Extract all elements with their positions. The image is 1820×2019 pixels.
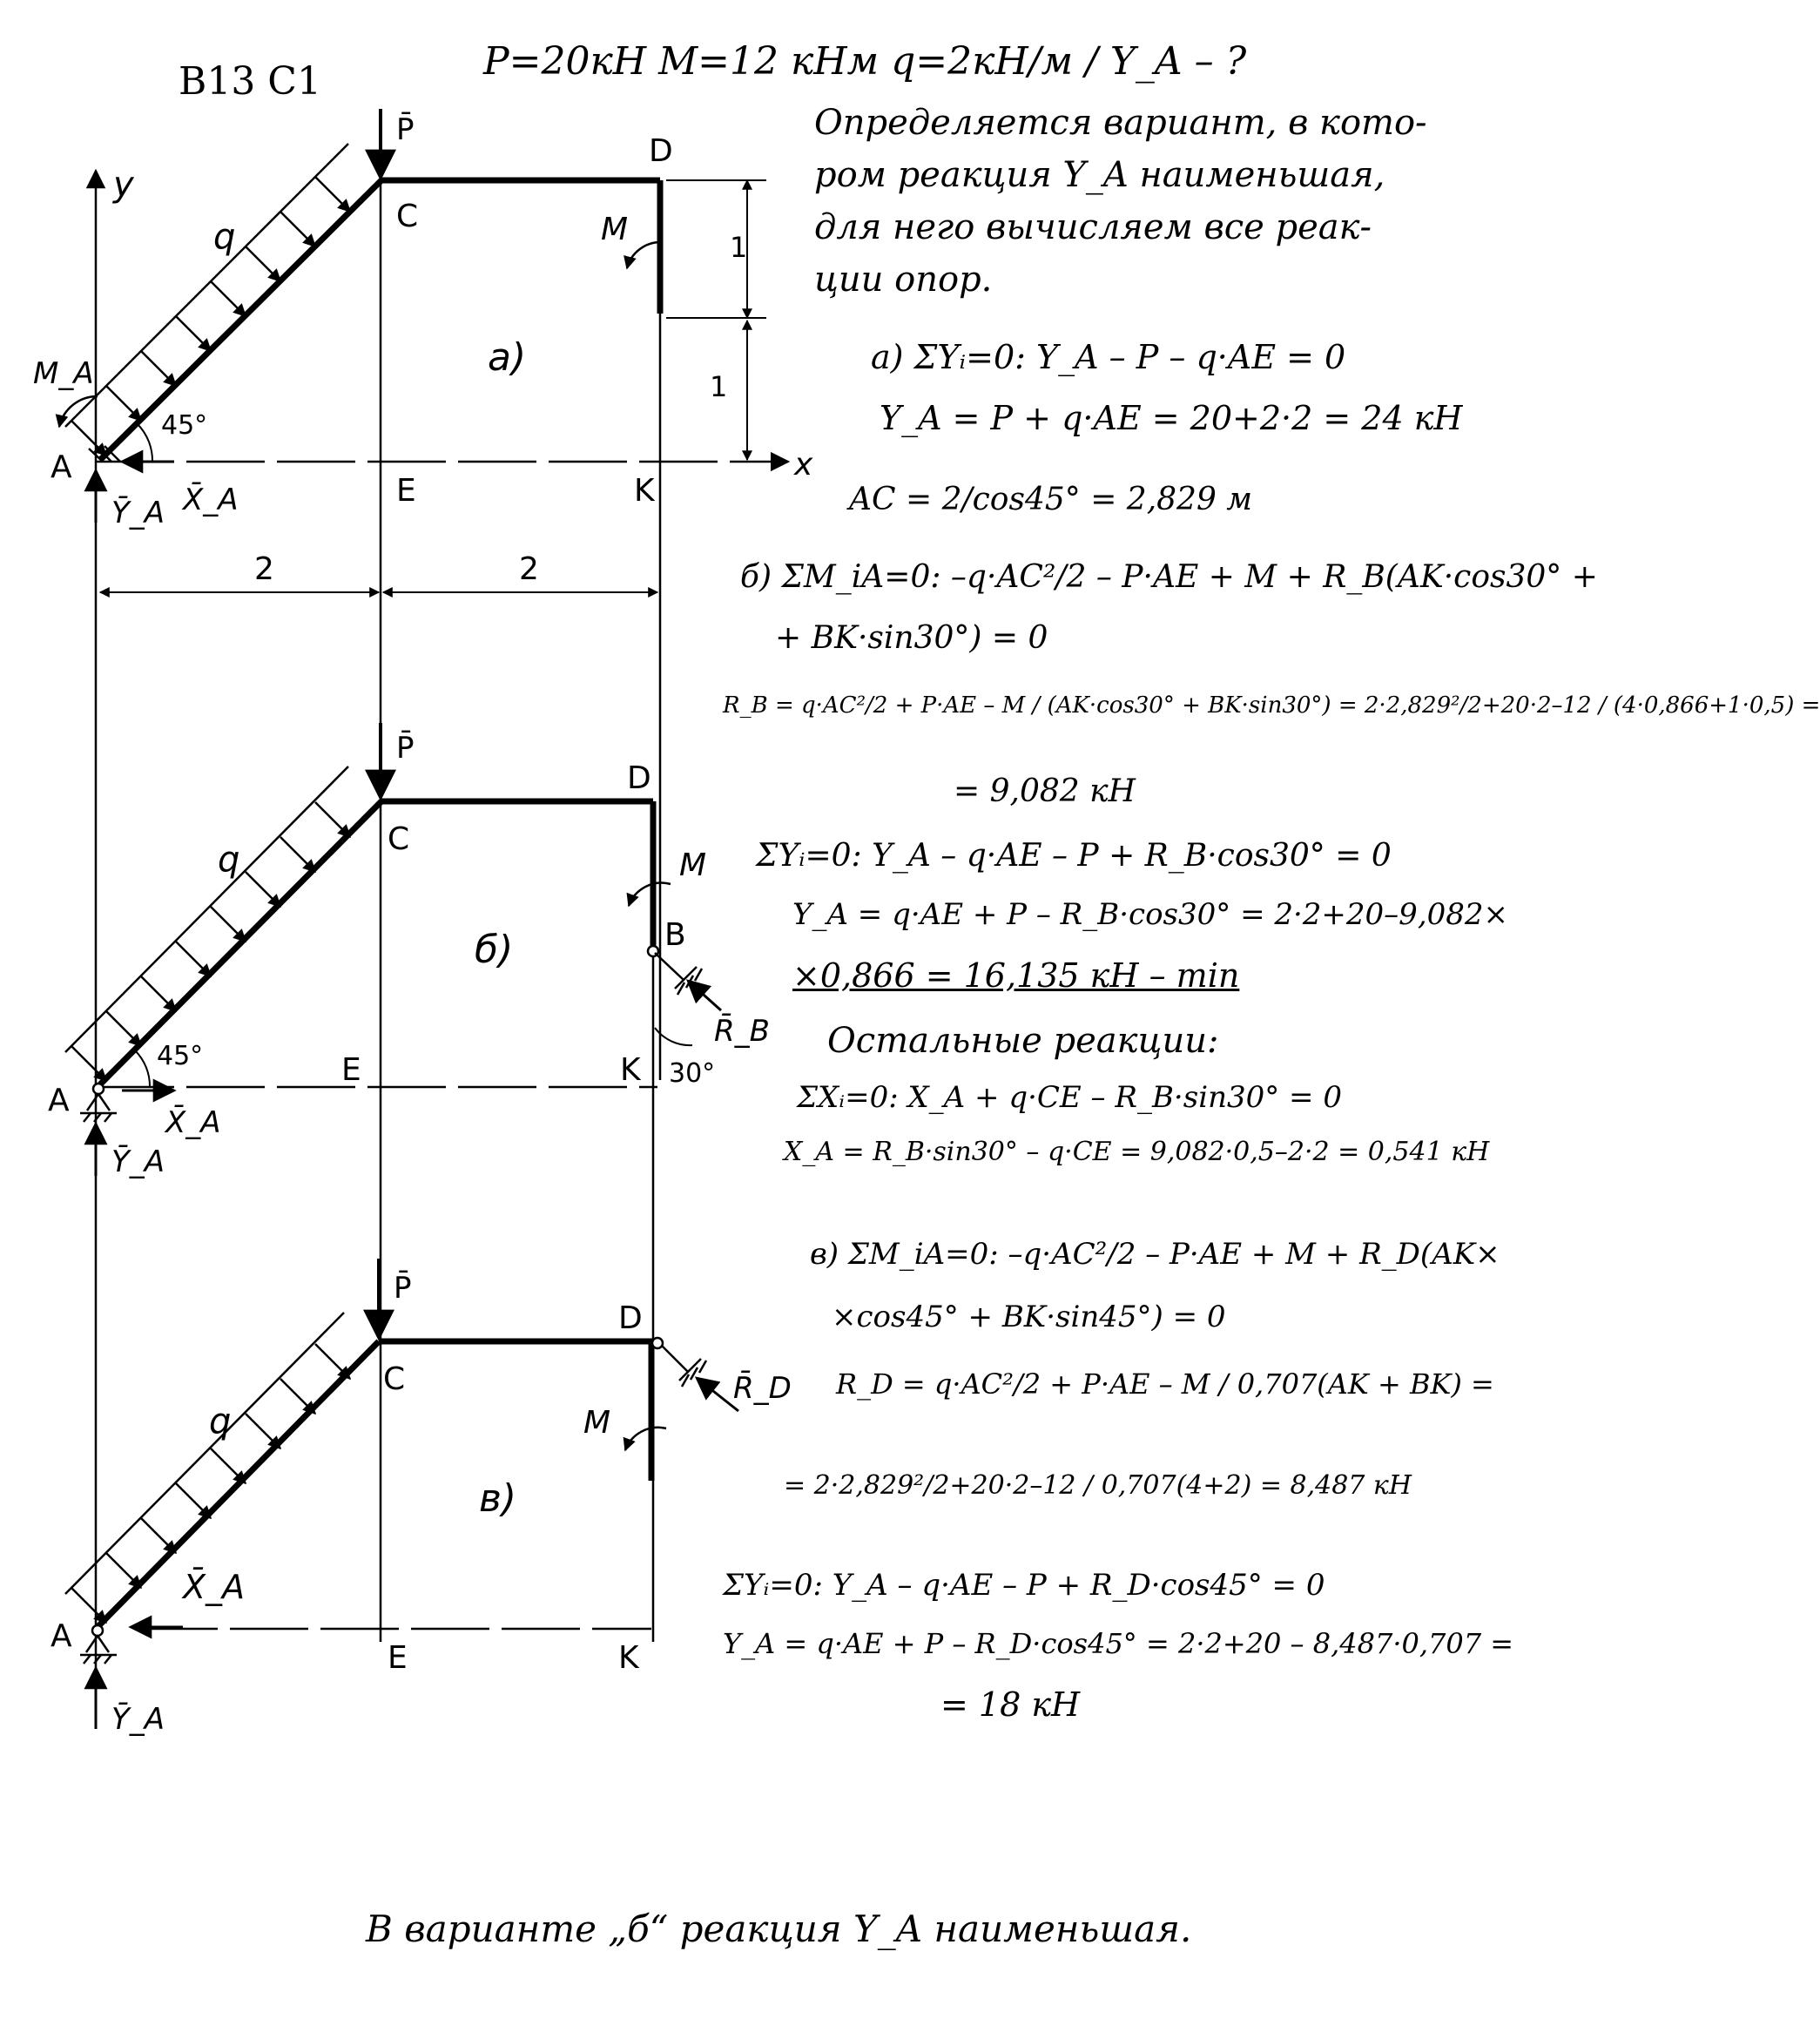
- reaction-rb: [688, 981, 721, 1010]
- dim-2-left: 2: [254, 551, 274, 587]
- reaction-xa-label-b: X̄_A: [165, 1105, 221, 1140]
- point-k-b: K: [620, 1052, 641, 1088]
- label-b: б): [475, 928, 514, 972]
- case-v-eq3: R_D = q·AC²/2 + P·AE – M / 0,707(AK + BK) =: [836, 1367, 1494, 1401]
- force-p-label-v: P̄: [394, 1271, 412, 1306]
- pin-support-a-v: [80, 1636, 117, 1664]
- load-q-label-b: q: [218, 840, 240, 880]
- case-b-eq2: + BK·sin30°) = 0: [775, 620, 1048, 656]
- case-v-eq5: ΣYᵢ=0: Y_A – q·AE – P + R_D·cos45° = 0: [723, 1568, 1325, 1603]
- reaction-rd-label: R̄_D: [733, 1371, 792, 1406]
- case-v-eq1: в) ΣM_iA=0: –q·AC²/2 – P·AE + M + R_D(AK×: [810, 1237, 1500, 1272]
- case-v-eq6: Y_A = q·AE + P – R_D·cos45° = 2·2+20 – 8,487·0,707 =: [723, 1627, 1514, 1660]
- moment-m-arc-b: [629, 883, 671, 906]
- case-a-eq1: а) ΣYᵢ=0: Y_A – P – q·AE = 0: [871, 338, 1346, 376]
- point-a-v: A: [51, 1618, 72, 1654]
- case-b-eq5: ΣYᵢ=0: Y_A – q·AE – P + R_B·cos30° = 0: [756, 838, 1392, 874]
- load-q-line-v: [65, 1313, 344, 1594]
- case-v-eq2: ×cos45° + BK·sin45°) = 0: [832, 1300, 1226, 1334]
- case-b-eq8: Остальные реакции:: [827, 1021, 1219, 1061]
- conclusion: В варианте „б“ реакция Y_A наименьшая.: [366, 1908, 1192, 1950]
- intro-line-3: для него вычисляем все реак-: [814, 207, 1372, 247]
- angle-arc-b: [135, 1050, 150, 1087]
- point-k-v: K: [618, 1640, 639, 1676]
- load-q-label-v: q: [209, 1401, 232, 1442]
- pin-a-b: [93, 1084, 104, 1094]
- point-d-b: D: [627, 760, 651, 796]
- reaction-xa-label-v: X̄_A: [183, 1568, 246, 1606]
- reaction-rb-label: R̄_B: [714, 1014, 770, 1049]
- moment-ma-label: M_A: [33, 356, 94, 391]
- load-q-label-a: q: [213, 217, 236, 257]
- moment-m-label-b: M: [679, 847, 707, 883]
- pin-a-v: [92, 1625, 103, 1636]
- case-v-eq4: = 2·2,829²/2+20·2–12 / 0,707(4+2) = 8,487 кН: [784, 1470, 1412, 1501]
- pin-support-a-b: [80, 1094, 117, 1122]
- x-axis-label: x: [794, 447, 813, 483]
- intro-line-4: ции опор.: [814, 260, 993, 300]
- point-e-v: E: [388, 1640, 408, 1676]
- case-a-eq2: Y_A = P + q·AE = 20+2·2 = 24 кН: [880, 399, 1463, 437]
- reaction-ya-label-b: Ȳ_A: [111, 1145, 165, 1179]
- moment-m-arc-v: [625, 1428, 666, 1450]
- given-values: P=20кН M=12 кНм q=2кН/м / Y_A – ?: [483, 39, 1247, 84]
- load-q-line-b: [65, 766, 348, 1052]
- point-d-v: D: [618, 1300, 643, 1336]
- label-v: в): [479, 1476, 517, 1521]
- point-e-b: E: [341, 1052, 361, 1088]
- intro-line-1: Определяется вариант, в кото-: [814, 103, 1427, 143]
- point-d-a: D: [649, 133, 673, 169]
- angle-arc-a: [138, 424, 152, 462]
- case-a-eq3: AC = 2/cos45° = 2,829 м: [849, 482, 1253, 517]
- point-c-b: C: [388, 821, 410, 857]
- force-p-label-b: P̄: [396, 731, 415, 766]
- point-k-a: K: [634, 473, 655, 509]
- case-b-eq7: ×0,866 = 16,135 кН – min: [792, 956, 1240, 995]
- moment-m-label-a2: M: [601, 212, 629, 247]
- point-c-a: C: [396, 199, 419, 234]
- reaction-ya-label-a: Ȳ_A: [111, 496, 165, 530]
- moment-m-arc-a: [627, 242, 662, 268]
- figure-a: [33, 109, 813, 1080]
- figure-v: [51, 1259, 792, 1737]
- variant-title: B13 C1: [179, 59, 321, 104]
- label-a: а): [488, 335, 527, 380]
- intro-line-2: ром реакция Y_A наименьшая,: [814, 155, 1385, 195]
- load-q-line-a: [65, 144, 348, 427]
- point-c-v: C: [383, 1361, 406, 1397]
- point-b-b: B: [664, 917, 686, 953]
- point-a-a: A: [51, 449, 72, 485]
- load-q-arrows-b: [71, 802, 350, 1081]
- angle-45-b: 45°: [157, 1041, 204, 1071]
- dim-1-upper: 1: [730, 231, 748, 264]
- case-b-eq1: б) ΣM_iA=0: –q·AC²/2 – P·AE + M + R_B(AK·cos30° +: [740, 559, 1598, 595]
- point-e-a: E: [396, 473, 416, 509]
- case-v-eq7: = 18 кН: [940, 1685, 1081, 1724]
- dimension-vertical-a: [666, 180, 766, 460]
- hinge-d-v: [652, 1338, 663, 1348]
- moment-m-label-v: M: [583, 1405, 611, 1441]
- force-p-label-a: P̄: [396, 112, 415, 147]
- case-b-eq4: = 9,082 кН: [954, 773, 1136, 809]
- case-b-eq3: R_B = q·AC²/2 + P·AE – M / (AK·cos30° + BK·sin30°) = 2·2,829²/2+20·2–12 / (4·0,866+1·0,5) =: [723, 692, 1820, 719]
- reaction-ya-label-v: Ȳ_A: [111, 1702, 165, 1737]
- case-b-eq9: ΣXᵢ=0: X_A + q·CE – R_B·sin30° = 0: [797, 1080, 1342, 1115]
- figure-b: [48, 723, 770, 1642]
- y-axis-label: y: [113, 165, 134, 205]
- dim-1-lower: 1: [710, 370, 728, 403]
- reaction-xa-label-a: X̄_A: [183, 483, 239, 517]
- angle-45-a: 45°: [161, 410, 208, 441]
- member-ac-a: [100, 180, 381, 460]
- point-a-b: A: [48, 1083, 70, 1118]
- case-b-eq6: Y_A = q·AE + P – R_B·cos30° = 2·2+20–9,082×: [792, 897, 1509, 932]
- reaction-rd: [697, 1378, 738, 1411]
- case-b-eq10: X_A = R_B·sin30° – q·CE = 9,082·0,5–2·2 = 0,541 кН: [784, 1137, 1490, 1167]
- member-ac-b: [100, 801, 381, 1084]
- angle-30-label: 30°: [669, 1058, 716, 1089]
- load-q-arrows-a: [71, 177, 350, 456]
- dim-2-right: 2: [519, 551, 539, 587]
